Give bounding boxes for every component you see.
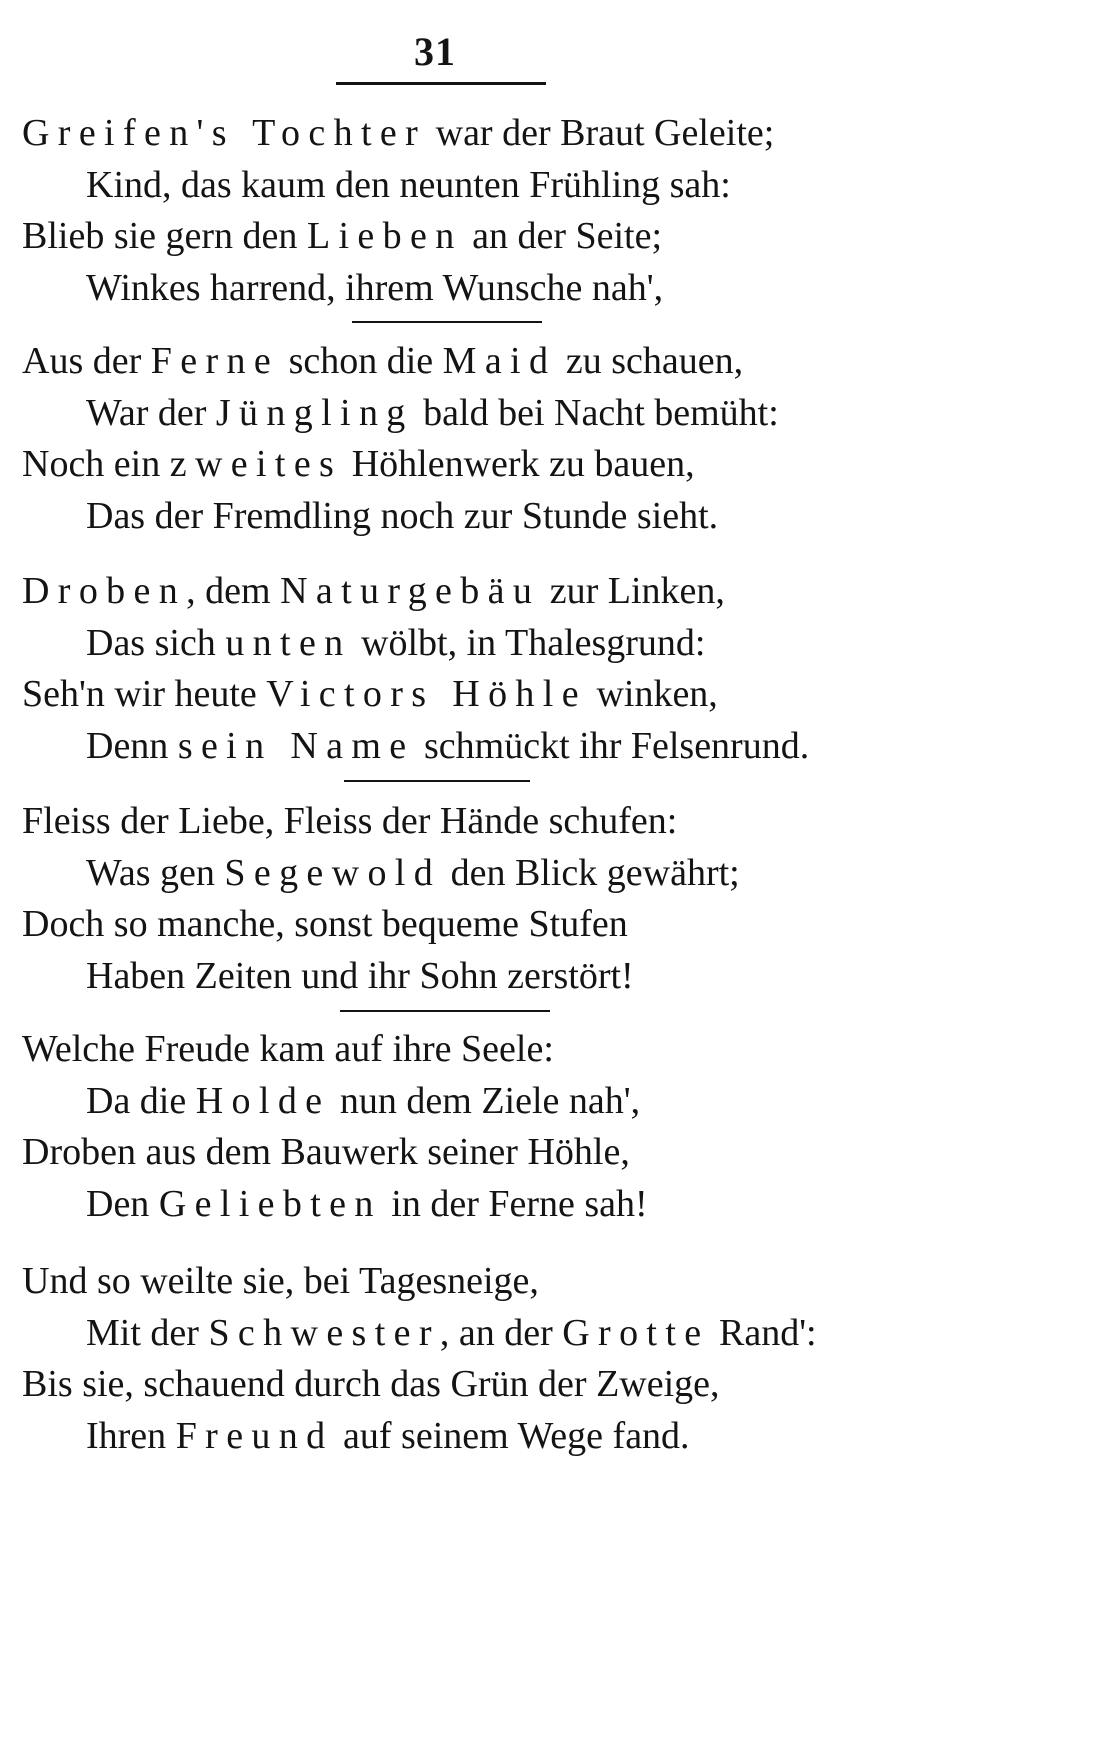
stanza [22, 336, 1062, 542]
verse-text: , dem [186, 570, 281, 612]
spaced-emphasis: Victors Höhle [266, 673, 587, 715]
verse-line [22, 1024, 1062, 1076]
spaced-emphasis: Jüngling [215, 391, 414, 434]
verse-line [22, 1359, 1062, 1411]
spaced-emphasis: Naturgebäu [280, 570, 541, 612]
verse-line [22, 108, 1062, 160]
verse-text: auf seinem Wege fand. [333, 1414, 690, 1457]
verse-line [22, 388, 1062, 440]
verse-line [22, 1411, 1062, 1463]
verse-text: War der [86, 391, 216, 434]
verse-text: Seh'n wir heute [22, 673, 267, 715]
spaced-emphasis: Droben [22, 570, 187, 612]
verse-line [22, 336, 1062, 388]
verse-text: war der Braut Geleite; [426, 112, 775, 154]
spaced-emphasis: Segewold [224, 851, 442, 894]
spaced-emphasis: Schwester [208, 1311, 440, 1354]
verse-line [22, 1076, 1062, 1128]
verse-text: Winkes harrend, ihrem Wunsche nah', [86, 266, 664, 309]
verse-text: Rand': [709, 1311, 817, 1354]
verse-line [22, 1256, 1062, 1308]
verse-text: winken, [586, 673, 718, 715]
verse-line [22, 796, 1062, 848]
verse-text: Aus der [22, 340, 151, 382]
spaced-emphasis: zweites [169, 443, 343, 485]
spaced-emphasis: Ferne [150, 340, 280, 382]
verse-text: Mit der [86, 1311, 209, 1354]
verse-line [22, 160, 1062, 212]
verse-line [22, 848, 1062, 900]
stanza [22, 1256, 1062, 1462]
verse-text: Und so weilte sie, bei Tagesneige, [22, 1260, 539, 1302]
verse-line [22, 211, 1062, 263]
verse-text: Das der Fremdling noch zur Stunde sieht. [86, 494, 719, 537]
verse-line [22, 721, 1062, 773]
stanza-divider [344, 780, 530, 782]
verse-line [22, 618, 1062, 670]
verse-text: Da die [86, 1079, 196, 1122]
stanza [22, 108, 1062, 314]
verse-text: , an der [439, 1311, 563, 1354]
header-rule [336, 82, 546, 85]
verse-line [22, 566, 1062, 618]
verse-text: Was gen [86, 851, 225, 894]
stanza [22, 1024, 1062, 1230]
verse-line [22, 491, 1062, 543]
verse-text: Haben Zeiten und ihr Sohn zerstört! [86, 954, 634, 997]
spaced-emphasis: Geliebten [158, 1182, 382, 1225]
verse-line [22, 1179, 1062, 1231]
verse-line [22, 1308, 1062, 1360]
verse-text: Bis sie, schauend durch das Grün der Zweige, [22, 1363, 720, 1405]
spaced-emphasis: Maid [442, 340, 557, 382]
verse-text: schmückt ihr Felsenrund. [414, 724, 810, 767]
verse-text: nun dem Ziele nah', [330, 1079, 641, 1122]
stanza-divider [340, 1010, 550, 1012]
verse-line [22, 669, 1062, 721]
verse-text: Fleiss der Liebe, Fleiss der Hände schufen: [22, 800, 678, 842]
verse-line [22, 263, 1062, 315]
verse-text: Droben aus dem Bauwerk seiner Höhle, [22, 1131, 630, 1173]
verse-line [22, 951, 1062, 1003]
verse-text: bald bei Nacht bemüht: [413, 391, 779, 434]
verse-text: an der Seite; [462, 215, 663, 257]
spaced-emphasis: unten [225, 621, 352, 664]
verse-text: Kind, das kaum den neunten Frühling sah: [86, 163, 731, 206]
verse-text: Höhlenwerk zu bauen, [342, 443, 695, 485]
verse-line [22, 439, 1062, 491]
stanza-divider [352, 321, 542, 323]
spaced-emphasis: Holde [195, 1079, 331, 1122]
spaced-emphasis: Grotte [562, 1311, 710, 1354]
verse-text: Denn [86, 724, 178, 767]
spaced-emphasis: sein Name [177, 724, 415, 767]
verse-text: Das sich [86, 621, 226, 664]
spaced-emphasis: Greifen's Tochter [22, 112, 427, 154]
verse-text: wölbt, in Thalesgrund: [351, 621, 706, 664]
page-number: 31 [414, 29, 456, 74]
verse-text: zu schauen, [556, 340, 744, 382]
verse-text: Welche Freude kam auf ihre Seele: [22, 1028, 554, 1070]
verse-text: Ihren [86, 1414, 176, 1457]
verse-line [22, 899, 1062, 951]
spaced-emphasis: Lieben [306, 215, 463, 257]
verse-text: den Blick gewährt; [441, 851, 740, 894]
verse-text: schon die [279, 340, 443, 382]
verse-text: Doch so manche, sonst bequeme Stufen [22, 903, 628, 945]
verse-text: Den [86, 1182, 159, 1225]
verse-text: in der Ferne sah! [381, 1182, 648, 1225]
verse-text: Noch ein [22, 443, 170, 485]
verse-text: zur Linken, [540, 570, 725, 612]
verse-line [22, 1127, 1062, 1179]
spaced-emphasis: Freund [175, 1414, 334, 1457]
verse-text: Blieb sie gern den [22, 215, 307, 257]
stanza [22, 796, 1062, 1002]
stanza [22, 566, 1062, 772]
